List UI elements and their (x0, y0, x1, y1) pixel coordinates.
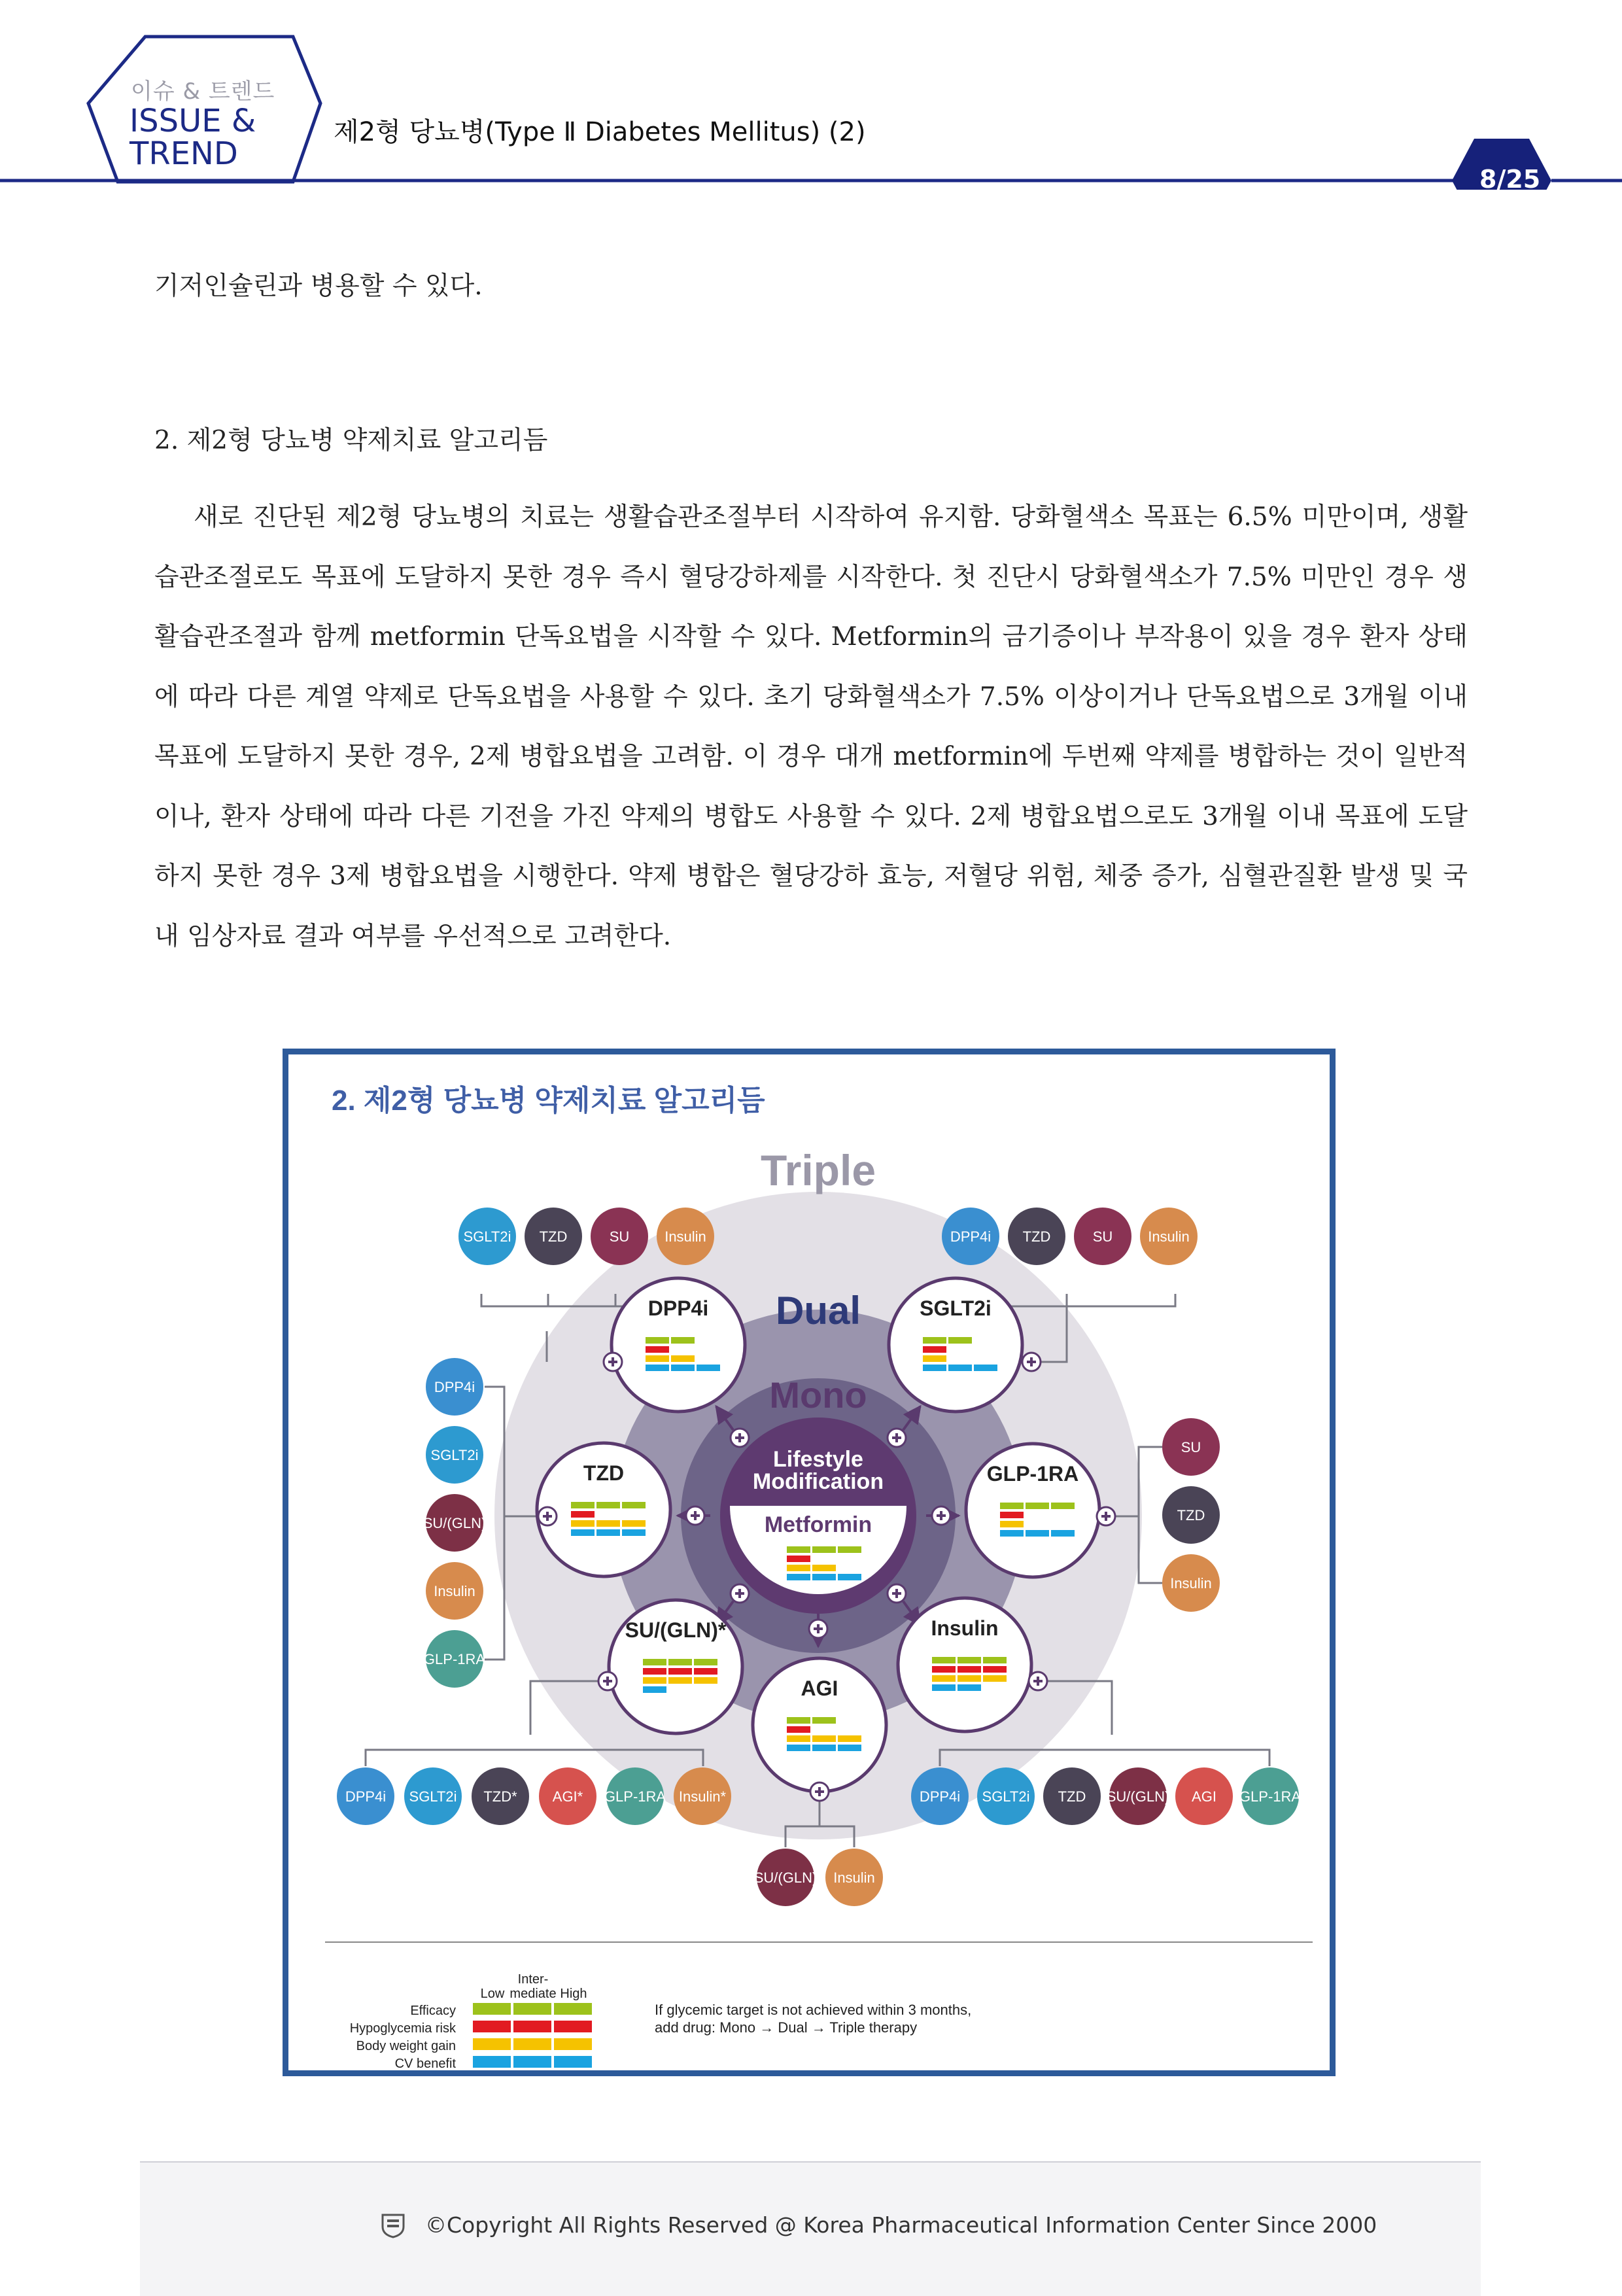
triple-option-tzd (1162, 1486, 1220, 1544)
option-label: TZD (539, 1228, 568, 1245)
legend-swatch (473, 2003, 511, 2015)
rating-bar (923, 1337, 946, 1344)
add-drug-plus-icon (1097, 1507, 1115, 1525)
triple-option-agi (1175, 1767, 1233, 1825)
rating-bar (643, 1686, 666, 1693)
rating-bar (923, 1346, 946, 1353)
option-label: Insulin (1148, 1228, 1190, 1245)
rating-bar (596, 1502, 620, 1508)
rating-bar (948, 1365, 972, 1371)
header-badge-english (129, 105, 256, 170)
rating-bar (983, 1675, 1007, 1682)
rating-bar (596, 1529, 620, 1536)
add-drug-plus-icon (1022, 1353, 1041, 1371)
rating-bar (923, 1365, 946, 1371)
option-label: GLP-1RA (1239, 1788, 1302, 1805)
label-mono: Mono (769, 1374, 867, 1416)
triple-option-insulin (1162, 1554, 1220, 1612)
option-label: DPP4i (345, 1788, 387, 1805)
add-drug-plus-icon (809, 1620, 827, 1638)
rating-bar (1051, 1503, 1075, 1509)
option-label: TZD (1177, 1507, 1205, 1523)
option-label: SGLT2i (430, 1447, 479, 1463)
rating-bar (622, 1529, 646, 1536)
rating-bar (838, 1745, 861, 1751)
option-label: Insulin (434, 1583, 475, 1599)
drug-label: AGI (801, 1677, 838, 1700)
rating-bar (622, 1502, 646, 1508)
rating-bar (812, 1574, 836, 1580)
rating-bar (958, 1675, 981, 1682)
triple-option-su-gln- (423, 1494, 487, 1552)
figure-title: 2. 제2형 당뇨병 약제치료 알고리듬 (332, 1085, 765, 1117)
drug-label: DPP4i (647, 1296, 709, 1320)
rating-bar (571, 1502, 595, 1508)
legend-swatch (513, 2003, 551, 2015)
dual-drug-sglt2i (889, 1278, 1022, 1412)
rating-bar (646, 1365, 669, 1371)
add-drug-plus-icon (604, 1353, 622, 1371)
rating-bar (787, 1574, 810, 1580)
rating-bar (1000, 1512, 1024, 1518)
rating-bar (812, 1745, 836, 1751)
dual-drug-su (609, 1600, 742, 1733)
label-dual: Dual (775, 1289, 861, 1332)
add-drug-plus-icon (731, 1429, 749, 1447)
drug-label: SGLT2i (920, 1296, 992, 1320)
triple-option-su (1162, 1418, 1220, 1476)
rating-bar (787, 1745, 810, 1751)
dual-drug-tzd (537, 1443, 670, 1576)
add-drug-plus-icon (598, 1672, 617, 1690)
dual-drug-agi (753, 1658, 886, 1792)
rating-bar (571, 1529, 595, 1536)
rating-bar (958, 1657, 981, 1663)
rating-bar (671, 1337, 695, 1344)
legend (350, 1972, 972, 2070)
legend-swatch (473, 2056, 511, 2068)
rating-bar (787, 1717, 810, 1724)
add-drug-plus-icon (810, 1783, 829, 1801)
page-footer (140, 2161, 1481, 2296)
rating-bar (643, 1659, 666, 1665)
option-label: Insulin (664, 1228, 706, 1245)
rating-bar (932, 1666, 956, 1673)
center-metformin: Metformin (764, 1512, 872, 1537)
option-label: SGLT2i (982, 1788, 1030, 1805)
triple-option-glp-1ra (1239, 1767, 1301, 1825)
drug-label: Insulin (931, 1616, 999, 1640)
option-label: SU (1181, 1439, 1201, 1455)
rating-bar (812, 1717, 836, 1724)
algorithm-diagram (288, 1054, 1330, 2070)
legend-row-label: Body weight gain (356, 2039, 456, 2053)
rating-bar (932, 1675, 956, 1682)
triple-option-sglt2i (977, 1767, 1035, 1825)
legend-row-label: Efficacy (410, 2004, 456, 2018)
rating-bar (1026, 1530, 1049, 1537)
rating-bar (694, 1677, 717, 1684)
triple-option-tzd (1008, 1208, 1065, 1265)
triple-option-agi- (539, 1767, 596, 1825)
rating-bar (1000, 1503, 1024, 1509)
rating-bar (958, 1666, 981, 1673)
rating-bar (643, 1677, 666, 1684)
body-paragraph: 새로 진단된 제2형 당뇨병의 치료는 생활습관조절부터 시작하여 유지함. 당화혈색소 목표는 6.5% 미만이며, 생활습관조절로도 목표에 도달하지 못한 경우 즉시 혈당강하제를 시작한다. 첫 진단시 당화혈색소가 7.5% 미만인 경우 생활습관조절과 함께 metformin 단독요법을 시작할 수 있다. Metformin의 금기증이나 부작용이 있을 경우 환자 상태에 따라 다른 계열 약제로 단독요법을 사용할 수 있다. 초기 당화혈색소가 7.5% 이상이거나 단독요법으로 3개월 이내 목표에 도달하지 못한 경우, 2제 병합요법을 고려함. 이 경우 대개 metformin에 두번째 약제를 병합하는 것이 일반적이나, 환자 상태에 따라 다른 기전을 가진 약제의 병합도 사용할 수 있다. 2제 병합요법으로도 3개월 이내 목표에 도달하지 못한 경우 3제 병합요법을 시행한다. 약제 병합은 혈당강하 효능, 저혈당 위험, 체중 증가, 심혈관질환 발생 및 국내 임상자료 결과 여부를 우선적으로 고려한다. (154, 502, 1468, 951)
option-label: Insulin (833, 1870, 875, 1886)
triple-option-tzd (525, 1208, 582, 1265)
dual-drug-glp1ra (966, 1444, 1099, 1577)
option-label: DPP4i (919, 1788, 961, 1805)
rating-bar (838, 1735, 861, 1742)
rating-bar (1051, 1530, 1075, 1537)
rating-bar (646, 1355, 669, 1362)
badge-trend: TREND (129, 135, 238, 172)
rating-bar (668, 1677, 692, 1684)
legend-swatch (513, 2021, 551, 2032)
header-badge-korean: 이슈 & 트렌드 (131, 78, 275, 105)
add-drug-plus-icon (932, 1506, 950, 1525)
legend-row-label: CV benefit (394, 2057, 456, 2070)
rating-bar (958, 1684, 981, 1691)
legend-swatch (554, 2003, 592, 2015)
rating-bar (923, 1355, 946, 1362)
option-label: GLP-1RA (604, 1788, 666, 1805)
legend-note-1: If glycemic target is not achieved within 3 months, (655, 2002, 972, 2018)
triple-option-glp-1ra (424, 1630, 485, 1688)
rating-bar (571, 1511, 595, 1518)
rating-bar (671, 1355, 695, 1362)
option-label: DPP4i (434, 1379, 475, 1395)
add-drug-plus-icon (731, 1584, 749, 1603)
rating-bar (812, 1546, 836, 1553)
document-title: 제2형 당뇨병(Type Ⅱ Diabetes Mellitus) (2) (334, 117, 866, 147)
legend-note-2: add drug: Mono → Dual → Triple therapy (655, 2019, 918, 2036)
rating-bar (838, 1574, 861, 1580)
add-drug-plus-icon (888, 1584, 906, 1603)
copyright-text: ©Copyright All Rights Reserved @ Korea Pharmaceutical Information Center Since 2000 (425, 2212, 1377, 2238)
rating-bar (646, 1337, 669, 1344)
option-label: DPP4i (950, 1228, 992, 1245)
legend-swatch (554, 2038, 592, 2050)
triple-option-insulin (426, 1562, 483, 1620)
section-heading: 2. 제2형 당뇨병 약제치료 알고리듬 (154, 426, 548, 455)
add-drug-plus-icon (538, 1507, 557, 1525)
triple-option-dpp4i (942, 1208, 999, 1265)
rating-bar (983, 1657, 1007, 1663)
triple-option-insulin- (674, 1767, 731, 1825)
metformin-center (720, 1418, 916, 1614)
page-number: 8/25 (1479, 165, 1541, 194)
center-lifestyle: Lifestyle (773, 1447, 863, 1472)
option-label: TZD* (483, 1788, 517, 1805)
rating-bar (694, 1659, 717, 1665)
center-modification: Modification (752, 1469, 884, 1494)
continued-text: 기저인슐린과 병용할 수 있다. (154, 271, 483, 301)
rating-bar (671, 1365, 695, 1371)
option-label: SGLT2i (463, 1228, 511, 1245)
add-drug-plus-icon (686, 1506, 704, 1525)
legend-col-high: High (560, 1987, 587, 2001)
triple-option-tzd- (472, 1767, 529, 1825)
rating-bar (697, 1365, 720, 1371)
rating-bar (1000, 1521, 1024, 1527)
triple-option-dpp4i (426, 1358, 483, 1416)
triple-option-tzd (1043, 1767, 1101, 1825)
legend-swatch (513, 2056, 551, 2068)
rating-bar (646, 1346, 669, 1353)
rating-bar (694, 1668, 717, 1675)
dual-drug-dpp4i (612, 1278, 745, 1412)
legend-col-mediate: mediate (509, 1987, 557, 2001)
add-drug-plus-icon (1029, 1672, 1047, 1690)
rating-bar (622, 1520, 646, 1527)
rating-bar (838, 1546, 861, 1553)
legend-swatch (473, 2038, 511, 2050)
legend-swatch (473, 2021, 511, 2032)
option-label: Insulin (1170, 1575, 1212, 1592)
rating-bar (571, 1520, 595, 1527)
option-label: TZD (1058, 1788, 1086, 1805)
rating-bar (812, 1735, 836, 1742)
rating-bar (787, 1726, 810, 1733)
triple-option-su (1074, 1208, 1131, 1265)
triple-option-dpp4i (911, 1767, 969, 1825)
legend-swatch (554, 2056, 592, 2068)
kpic-logo-icon (381, 2212, 406, 2238)
rating-bar (787, 1735, 810, 1742)
triple-option-insulin (825, 1849, 883, 1906)
option-label: TZD (1022, 1228, 1051, 1245)
option-label: SU/(GLN) (423, 1515, 487, 1531)
rating-bar (596, 1520, 620, 1527)
rating-bar (1026, 1503, 1049, 1509)
rating-bar (1000, 1530, 1024, 1537)
label-triple: Triple (760, 1146, 876, 1194)
option-label: Insulin* (678, 1788, 727, 1805)
triple-option-insulin (1140, 1208, 1198, 1265)
rating-bar (787, 1556, 810, 1562)
dual-drug-insulin (898, 1598, 1031, 1731)
rating-bar (948, 1337, 972, 1344)
option-label: SU/(GLN) (753, 1870, 818, 1886)
legend-swatch (513, 2038, 551, 2050)
rating-bar (643, 1668, 666, 1675)
rating-bar (668, 1659, 692, 1665)
triple-option-su-gln- (1107, 1767, 1170, 1825)
add-drug-plus-icon (888, 1429, 906, 1447)
rating-bar (932, 1657, 956, 1663)
option-label: SU (609, 1228, 630, 1245)
legend-col-inter: Inter- (517, 1972, 549, 1987)
rating-bar (983, 1666, 1007, 1673)
page-header (0, 0, 1622, 190)
triple-option-su (591, 1208, 648, 1265)
drug-label: SU/(GLN)* (625, 1618, 727, 1642)
rating-bar (932, 1684, 956, 1691)
triple-option-sglt2i (426, 1426, 483, 1484)
legend-swatch (554, 2021, 592, 2032)
option-label: SU/(GLN) (1106, 1788, 1170, 1805)
drug-label: GLP-1RA (986, 1462, 1079, 1486)
rating-bar (787, 1565, 810, 1571)
option-label: SGLT2i (409, 1788, 457, 1805)
algorithm-figure (283, 1049, 1336, 2076)
rating-bar (812, 1565, 836, 1571)
badge-issue: ISSUE & (129, 103, 256, 139)
triple-option-dpp4i (337, 1767, 394, 1825)
option-label: AGI (1192, 1788, 1216, 1805)
rating-bar (974, 1365, 997, 1371)
triple-option-sglt2i (404, 1767, 462, 1825)
triple-option-sglt2i (458, 1208, 516, 1265)
triple-option-insulin (657, 1208, 714, 1265)
rating-bar (668, 1668, 692, 1675)
triple-option-su-gln- (754, 1849, 818, 1906)
drug-label: TZD (583, 1461, 625, 1485)
option-label: SU (1092, 1228, 1113, 1245)
legend-col-low: Low (480, 1987, 505, 2001)
legend-row-label: Hypoglycemia risk (349, 2021, 456, 2036)
option-label: AGI* (552, 1788, 583, 1805)
rating-bar (787, 1546, 810, 1553)
option-label: GLP-1RA (423, 1651, 486, 1667)
